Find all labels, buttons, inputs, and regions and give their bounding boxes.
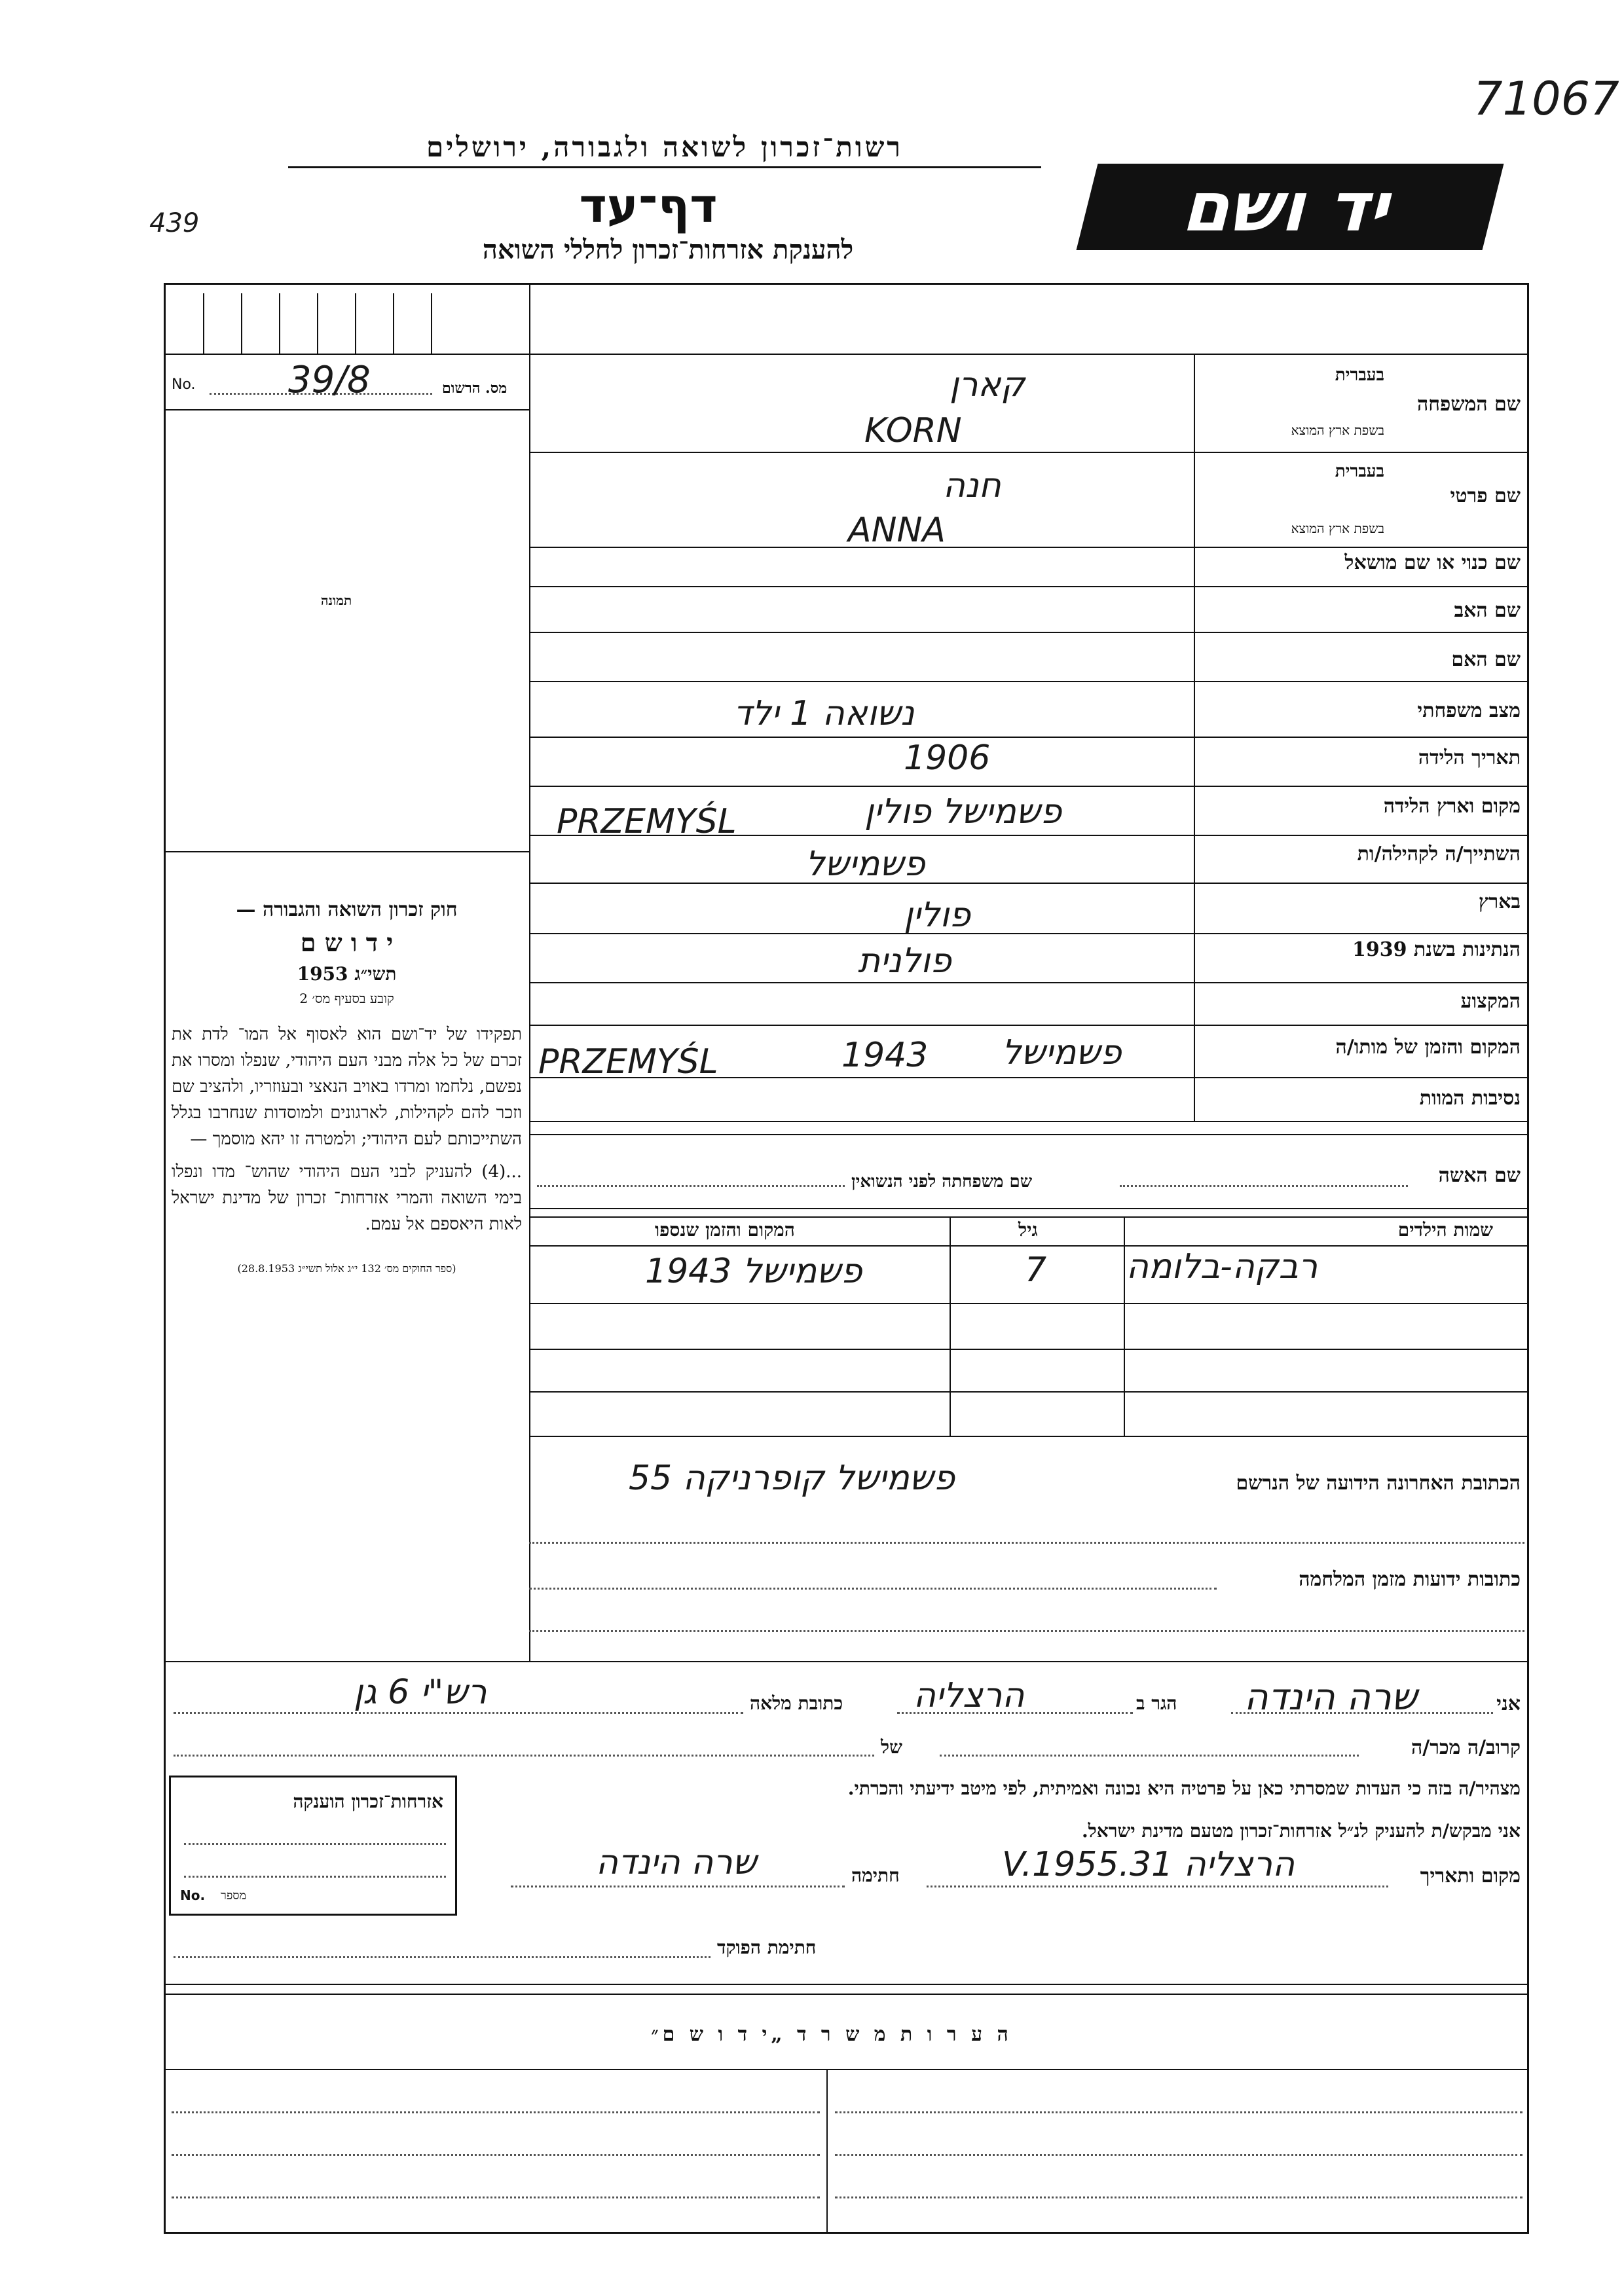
i-label: אני (1496, 1692, 1521, 1715)
certification-box (169, 1776, 457, 1916)
wife-label: שם האשה (1438, 1164, 1521, 1187)
death-circumstances-label: נסיבות המוות (1419, 1087, 1521, 1110)
surname-label: שם המשפחה (1416, 393, 1521, 416)
certification-label: אזרחות־זכרון הוענקה (293, 1791, 443, 1812)
surname-hebrew-value: קארן (950, 365, 1025, 405)
certification-no-label: No. (180, 1887, 206, 1903)
law-name: י ד ו ש ם (300, 928, 394, 957)
stamp-number: 439 (149, 208, 200, 238)
child-death-value: פשמישל 1943 (645, 1252, 862, 1291)
signature-label: חתימה (851, 1865, 900, 1886)
witness-signature-value: שרה הינדה (596, 1843, 757, 1882)
children-death-header: המקום והזמן שנספו (655, 1219, 795, 1241)
law-citation: (ספר החוקים מס׳ 132 י״ג אלול תשי״ג 28.8.1953) (237, 1262, 456, 1275)
place-date-value: הרצליה 31.V.1955 (1002, 1845, 1295, 1884)
birth-place-hebrew-value: פשמישל פולין (864, 792, 1062, 831)
surname-origin-label: בשפת ארץ המוצא (1291, 422, 1384, 438)
request-text: אני מבקש/ת להעניק לנ״ל אזרחות־זכרון מטעם מדינת ישראל. (1081, 1820, 1521, 1842)
witness-city-value: הרצליה (913, 1676, 1025, 1715)
officer-signature-label: חתימת הפוקד (717, 1937, 817, 1958)
law-paragraph-1: תפקידו של יד־ושם הוא לאסוף אל המו־ לדת את זכרם של כל אלה מבני העם היהודי, שנפלו ומסרו את נפשם, נלחמו ומרדו באויב הנאצי ובעוזריו, ולהציב שם וזכר להם לקהילות, לארגונים ולמוסדות שנחרבו בגלל השתייכותם לעם היהודי; ולמטרה זו יהא מוסמך — (172, 1025, 522, 1149)
mother-label: שם האם (1451, 648, 1521, 671)
death-place-hebrew-value: פשמישל (1002, 1033, 1122, 1072)
citizenship-label: הנתינות בשנת 1939 (1352, 938, 1521, 961)
first-name-hebrew-value: חנה (943, 466, 1001, 505)
registration-no-label: No. (172, 376, 196, 393)
maiden-name-label: שם משפחתה לפני הנשואין (851, 1172, 1033, 1192)
citizenship-value: פולנית (858, 941, 951, 981)
witness-address-value: רש"י 6 גן (354, 1673, 487, 1712)
last-address-label: הכתובת האחרונה הידועה של הנרשם (1236, 1472, 1521, 1495)
left-column-divider (529, 283, 530, 1661)
age-header: גיל (1018, 1219, 1038, 1241)
children-names-header: שמות הילדים (1397, 1219, 1493, 1241)
law-text-block (172, 898, 522, 1275)
office-notes-title: ה ע ר ו ת מ ש ר ד „י ד ו ש ם״ (651, 2023, 1012, 2046)
of-label: של (881, 1736, 902, 1758)
death-place-label: המקום והזמן של מותו/ה (1335, 1036, 1521, 1059)
nickname-label: שם כנוי או שם מושאל (1344, 551, 1521, 574)
first-name-hebrew-label: בעברית (1335, 462, 1384, 481)
surname-latin-value: KORN (864, 411, 962, 450)
first-name-label: שם פרטי (1450, 484, 1521, 507)
community-value: פשמישל (805, 845, 925, 884)
registration-label: מס. הרשום (442, 380, 507, 397)
death-place-latin-value: PRZEMYŚL (538, 1042, 718, 1082)
community-label: השתייך/ה לקהילה/ות (1357, 843, 1521, 866)
country-label: בארץ (1478, 890, 1521, 913)
first-name-origin-label: בשפת ארץ המוצא (1291, 520, 1384, 536)
death-year-value: 1943 (841, 1036, 929, 1075)
archive-number: 71067 (1473, 72, 1619, 126)
form-title: דף־עד (579, 178, 718, 233)
birth-place-latin-value: PRZEMYŚL (557, 802, 737, 841)
surname-hebrew-label: בעברית (1335, 365, 1384, 385)
witness-name-value: שרה הינדה (1244, 1676, 1418, 1719)
marital-label: מצב משפחתי (1417, 699, 1521, 722)
marital-value: נשואה 1 ילד (733, 694, 915, 733)
birth-date-label: תאריך הלידה (1418, 746, 1521, 769)
birth-date-value: 1906 (904, 738, 991, 778)
child-age-value: 7 (1025, 1250, 1047, 1290)
law-title: חוק זכרון השואה והגבורה — (236, 898, 458, 921)
yad-vashem-logo: יד ושם (1077, 164, 1504, 250)
relative-label: קרוב/ה מכר/ה (1411, 1736, 1521, 1759)
place-date-label: מקום ותאריך (1420, 1865, 1521, 1887)
resident-label: הגר ב (1136, 1692, 1177, 1714)
law-paragraph-2: ...(4) להעניק לבני העם היהודי שהוש־ מדו ונפלו בימי השואה והמרי אזרחות־ זכרון של מדינת ישראל לאות היאספם אל עמם. (172, 1162, 522, 1234)
registration-number: 39/8 (288, 359, 371, 401)
code-box-strip (165, 293, 529, 354)
first-name-latin-value: ANNA (848, 511, 946, 550)
law-year: תשי״ג 1953 (297, 963, 397, 985)
father-label: שם האב (1454, 599, 1521, 622)
child-name-value: רבקה-בלומה (1126, 1247, 1318, 1286)
profession-label: המקצוע (1460, 990, 1521, 1013)
country-value: פולין (904, 896, 970, 935)
form-purpose: להענקת אזרחות־זכרון לחללי השואה (482, 234, 854, 265)
last-address-value: פשמישל קופרניקה 55 (629, 1459, 955, 1498)
photo-label: תמונה (321, 592, 352, 608)
birth-place-label: מקום וארץ הלידה (1383, 795, 1521, 818)
certification-number-label: מספר (221, 1889, 247, 1903)
authority-line: רשות־זכרון לשואה ולגבורה, ירושלים (288, 131, 1041, 168)
law-clause: קובע בסעיף מס׳ 2 (299, 991, 394, 1006)
full-address-label: כתובת מלאה (750, 1692, 843, 1714)
declaration-text: מצהיר/ה בזה כי העדות שמסרתי כאן על פרטיה היא נכונה ואמיתית, לפי מיטב ידיעתי והכרתי. (847, 1777, 1521, 1799)
war-addresses-label: כתובות ידועות מזמן המלחמה (1299, 1568, 1521, 1591)
